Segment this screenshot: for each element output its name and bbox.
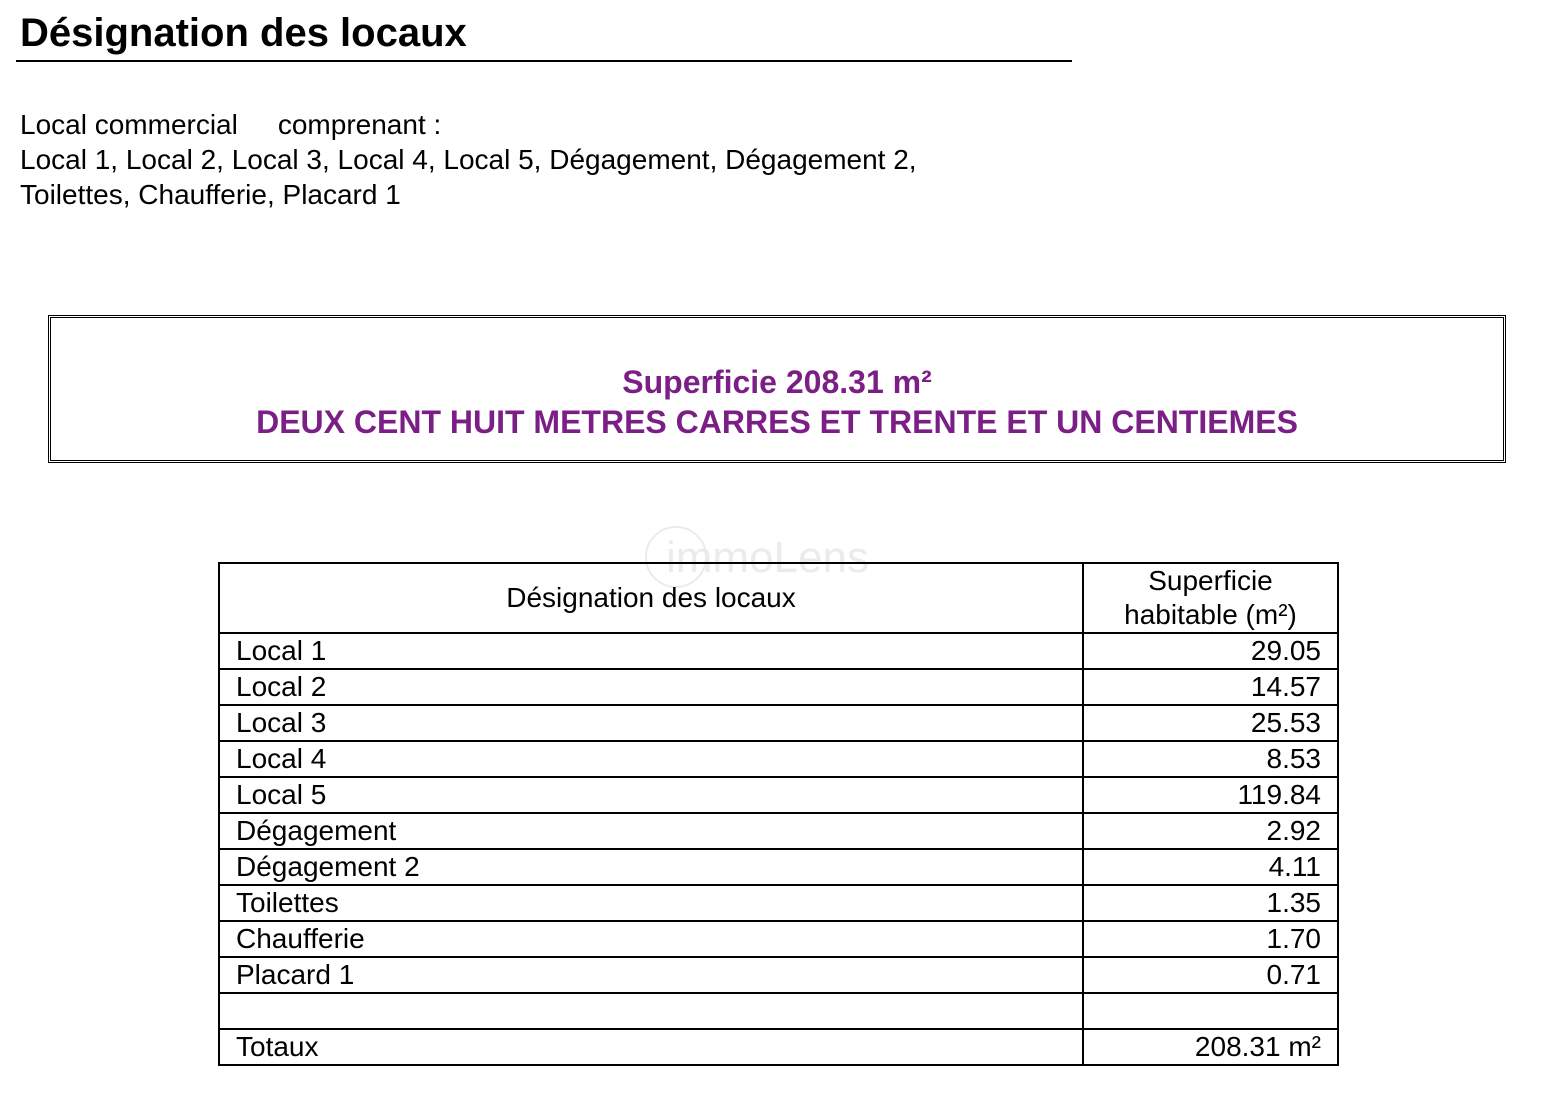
premises-list-line-2: Toilettes, Chaufferie, Placard 1 [20, 179, 401, 210]
empty-cell [219, 993, 1083, 1029]
premises-type-line [20, 107, 917, 142]
room-area: 8.53 [1083, 741, 1338, 777]
table-row [219, 849, 1338, 885]
header-surface-line1: Superficie [1148, 565, 1273, 596]
header-designation: Désignation des locaux [219, 563, 1083, 633]
table-empty-row [219, 993, 1338, 1029]
section-title: Désignation des locaux [20, 11, 467, 55]
room-area: 119.84 [1083, 777, 1338, 813]
watermark-text: immoLens [666, 533, 869, 582]
room-name: Toilettes [219, 885, 1083, 921]
room-area: 0.71 [1083, 957, 1338, 993]
table-row [219, 957, 1338, 993]
empty-cell [1083, 993, 1338, 1029]
total-surface-figure: Superficie 208.31 m² [622, 364, 932, 400]
room-area: 25.53 [1083, 705, 1338, 741]
table-total-row [219, 1029, 1338, 1065]
premises-type: Local commercial [20, 109, 238, 140]
room-name: Local 5 [219, 777, 1083, 813]
table-row [219, 669, 1338, 705]
room-area: 2.92 [1083, 813, 1338, 849]
total-value: 208.31 m² [1083, 1029, 1338, 1065]
total-surface-box [48, 315, 1506, 463]
room-name: Local 4 [219, 741, 1083, 777]
room-name: Local 3 [219, 705, 1083, 741]
total-surface-words: DEUX CENT HUIT METRES CARRES ET TRENTE ET UN CENTIEMES [256, 404, 1298, 440]
table-row [219, 921, 1338, 957]
comprenant-label: comprenant : [277, 109, 442, 140]
room-name: Dégagement 2 [219, 849, 1083, 885]
table-row [219, 741, 1338, 777]
premises-list-line-1: Local 1, Local 2, Local 3, Local 4, Local 5, Dégagement, Dégagement 2, [20, 144, 917, 175]
room-name: Placard 1 [219, 957, 1083, 993]
premises-description [20, 107, 917, 212]
room-area: 14.57 [1083, 669, 1338, 705]
header-surface [1083, 563, 1338, 633]
room-area: 1.70 [1083, 921, 1338, 957]
title-underline [16, 60, 1072, 62]
table-row [219, 885, 1338, 921]
table-row [219, 777, 1338, 813]
room-name: Chaufferie [219, 921, 1083, 957]
room-name: Local 1 [219, 633, 1083, 669]
total-label: Totaux [219, 1029, 1083, 1065]
room-area: 4.11 [1083, 849, 1338, 885]
rooms-table [218, 562, 1339, 1066]
room-name: Dégagement [219, 813, 1083, 849]
table-row [219, 633, 1338, 669]
room-name: Local 2 [219, 669, 1083, 705]
room-area: 29.05 [1083, 633, 1338, 669]
table-row [219, 813, 1338, 849]
table-row [219, 705, 1338, 741]
table-header-row [219, 563, 1338, 633]
room-area: 1.35 [1083, 885, 1338, 921]
header-surface-line2: habitable (m²) [1124, 599, 1297, 630]
